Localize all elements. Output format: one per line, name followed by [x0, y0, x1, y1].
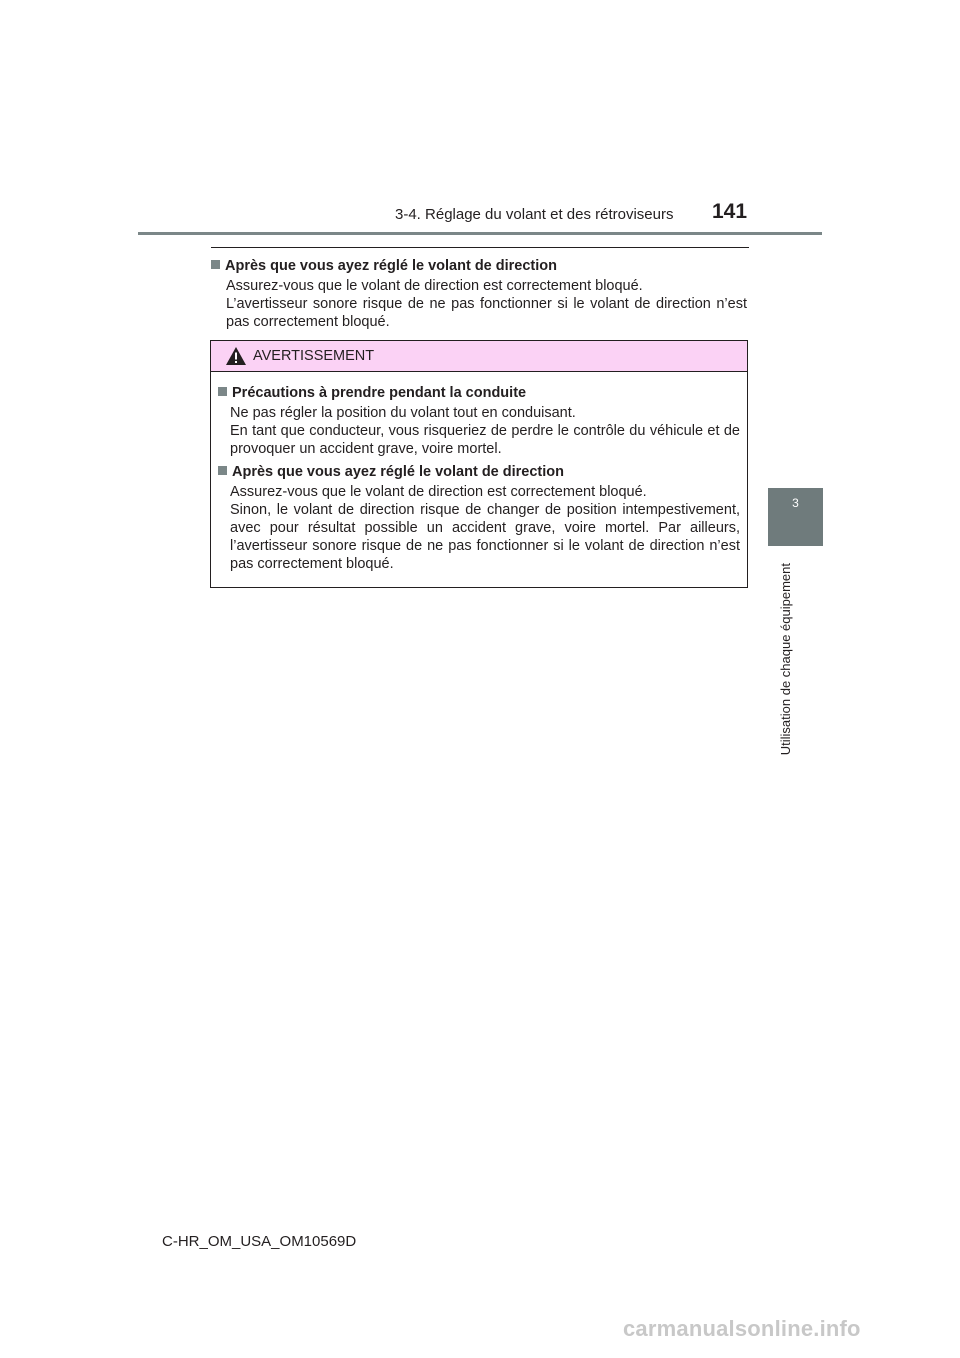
chapter-number: 3: [792, 496, 799, 510]
square-bullet-icon: [218, 387, 227, 396]
content-divider: [211, 247, 749, 248]
chapter-tab: [768, 488, 823, 546]
intro-heading-row: [211, 257, 747, 275]
square-bullet-icon: [218, 466, 227, 475]
warning-heading-row: [218, 384, 740, 402]
warning-line: Assurez-vous que le volant de direction est correctement bloqué.: [230, 484, 647, 500]
warning-line: Sinon, le volant de direction risque de changer de position intempestivement, avec pour résultat possible un accident grave, voire mortel. Par ailleurs, l’avertisseur sonore risque de ne pas fonctionner si le volant de direction n’est pas correctement bloqué.: [230, 502, 740, 572]
warning-line: Ne pas régler la position du volant tout en conduisant.: [230, 405, 576, 421]
page-number: 141: [712, 200, 748, 223]
section-title: 3-4. Réglage du volant et des rétroviseurs: [395, 206, 674, 223]
intro-line: Assurez-vous que le volant de direction est correctement bloqué.: [226, 278, 643, 294]
intro-line: L’avertisseur sonore risque de ne pas fonctionner si le volant de direction n’est pas correctement bloqué.: [226, 296, 747, 330]
warning-heading: Après que vous ayez réglé le volant de direction: [232, 464, 564, 480]
header-divider: [138, 232, 822, 235]
square-bullet-icon: [211, 260, 220, 269]
intro-heading: Après que vous ayez réglé le volant de direction: [225, 258, 557, 274]
warning-title: AVERTISSEMENT: [253, 348, 375, 364]
warning-heading: Précautions à prendre pendant la conduite: [232, 385, 527, 401]
intro-section: [211, 257, 747, 331]
chapter-label: Utilisation de chaque équipement: [777, 562, 793, 756]
warning-triangle-icon: [225, 346, 247, 366]
warning-box: [210, 340, 748, 588]
chapter-label-wrapper: [770, 548, 800, 770]
warning-body: [218, 384, 740, 573]
warning-line: En tant que conducteur, vous risqueriez de perdre le contrôle du véhicule et de provoquer un accident grave, voire mortel.: [230, 423, 740, 457]
warning-heading-row: [218, 463, 740, 481]
document-code: C-HR_OM_USA_OM10569D: [162, 1233, 357, 1250]
watermark: carmanualsonline.info: [623, 1316, 861, 1341]
warning-header: [211, 341, 747, 372]
